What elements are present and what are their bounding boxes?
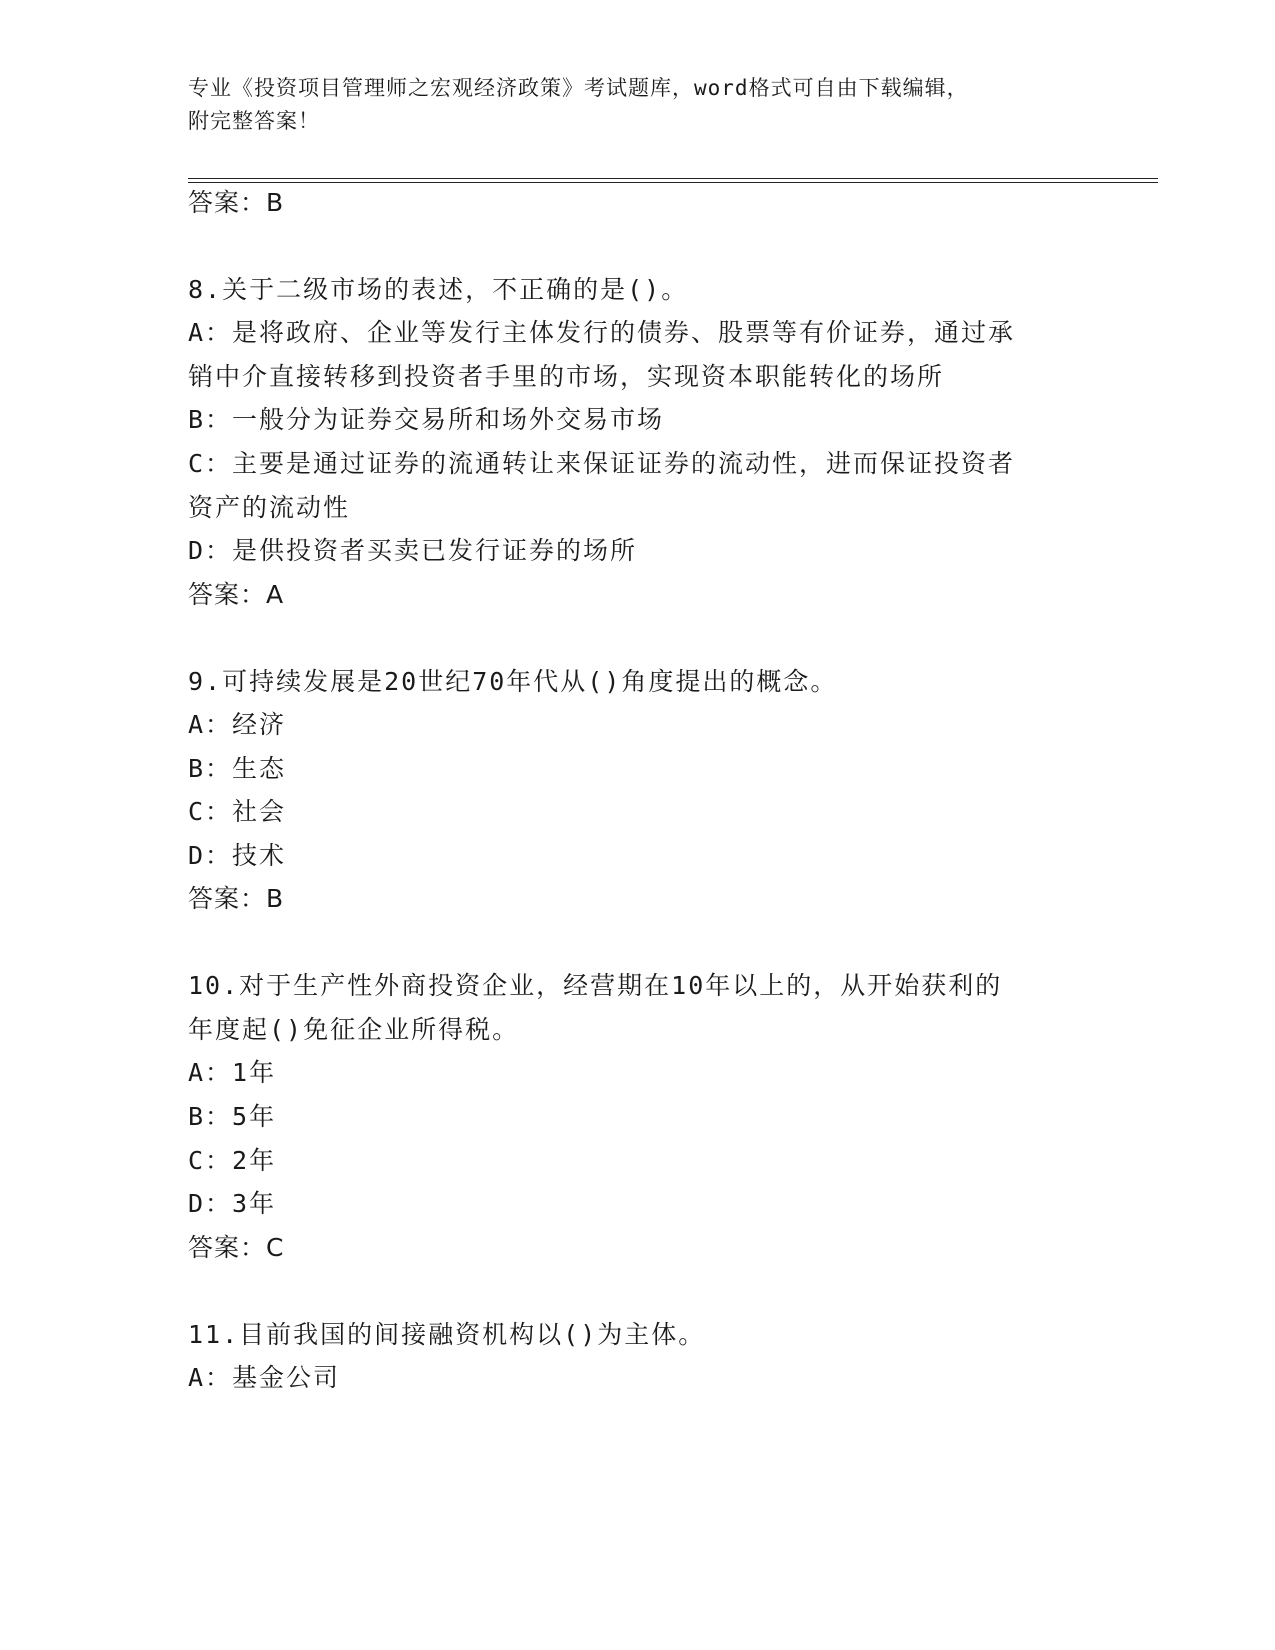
question-8-stem: 8.关于二级市场的表述，不正确的是()。 bbox=[188, 275, 689, 304]
question-11-option-a: A：基金公司 bbox=[188, 1363, 341, 1392]
question-9-option-b: B：生态 bbox=[188, 754, 287, 783]
question-8-option-c-line-2: 资产的流动性 bbox=[188, 493, 351, 522]
header-line-1: 专业《投资项目管理师之宏观经济政策》考试题库，word格式可自由下载编辑， bbox=[188, 76, 969, 100]
question-8-option-a-line-1: A：是将政府、企业等发行主体发行的债券、股票等有价证券，通过承 bbox=[188, 318, 1016, 347]
question-11-stem: 11.目前我国的间接融资机构以()为主体。 bbox=[188, 1320, 706, 1349]
question-10-stem-line-2: 年度起()免征企业所得税。 bbox=[188, 1015, 520, 1044]
question-9-stem: 9.可持续发展是20世纪70年代从()角度提出的概念。 bbox=[188, 667, 838, 696]
document-header bbox=[188, 72, 1088, 138]
question-10-option-a: A：1年 bbox=[188, 1058, 277, 1087]
question-10-answer: 答案：C bbox=[188, 1233, 285, 1262]
question-8-option-c-line-1: C：主要是通过证券的流通转让来保证证券的流动性，进而保证投资者 bbox=[188, 449, 1016, 478]
question-8-option-a-line-2: 销中介直接转移到投资者手里的市场，实现资本职能转化的场所 bbox=[188, 362, 945, 391]
question-10-stem-line-1: 10.对于生产性外商投资企业，经营期在10年以上的，从开始获利的 bbox=[188, 971, 1003, 1000]
question-10-option-d: D：3年 bbox=[188, 1189, 277, 1218]
question-10-option-c: C：2年 bbox=[188, 1146, 277, 1175]
header-line-2: 附完整答案！ bbox=[188, 109, 320, 133]
question-8-answer: 答案：A bbox=[188, 580, 285, 609]
question-9-answer: 答案：B bbox=[188, 884, 285, 913]
question-9-option-a: A：经济 bbox=[188, 710, 287, 739]
question-9-option-c: C：社会 bbox=[188, 797, 287, 826]
question-8-option-d: D：是供投资者买卖已发行证券的场所 bbox=[188, 536, 638, 565]
header-double-rule bbox=[188, 178, 1158, 183]
question-9-option-d: D：技术 bbox=[188, 841, 287, 870]
question-8-option-b: B：一般分为证券交易所和场外交易市场 bbox=[188, 405, 665, 434]
answer-previous: 答案：B bbox=[188, 188, 285, 217]
question-10-option-b: B：5年 bbox=[188, 1102, 277, 1131]
